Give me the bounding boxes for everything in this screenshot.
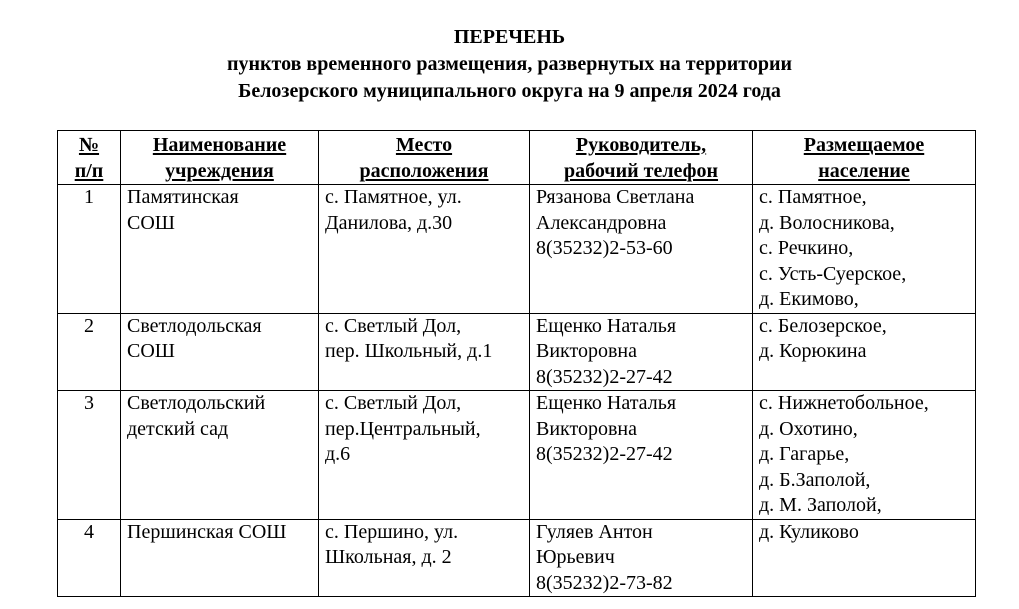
table-row <box>58 391 976 520</box>
table-row <box>58 519 976 597</box>
column-header-line: п/п <box>74 159 104 182</box>
cell-text-line: 4 <box>84 520 94 543</box>
cell-text-line: СОШ <box>127 340 175 362</box>
cell-text-line: с. Нижнетобольное, <box>759 392 929 414</box>
column-header-line: рабочий телефон <box>563 159 719 182</box>
cell-text-line: с. Памятное, ул. <box>325 186 462 208</box>
cell-text-line: 2 <box>84 314 94 337</box>
cell-number <box>58 519 121 597</box>
table-row <box>58 185 976 314</box>
table-header-row <box>58 131 976 185</box>
cell-population <box>753 391 976 520</box>
column-header-line: учреждения <box>165 159 274 182</box>
cell-number <box>58 313 121 391</box>
cell-text-line: Александровна <box>536 211 667 234</box>
document-subtitle-line-1: пунктов временного размещения, развернутых на территории <box>226 53 793 75</box>
cell-head-phone <box>530 185 753 314</box>
cell-text-line: Светлодольский <box>127 392 266 414</box>
cell-location <box>319 313 530 391</box>
cell-text-line: д. Гагарье, <box>759 443 850 465</box>
table-header <box>58 131 976 185</box>
column-header-line: население <box>818 159 910 182</box>
cell-location <box>319 391 530 520</box>
column-header-line: Размещаемое <box>803 134 925 156</box>
column-header-line: Место <box>395 134 453 156</box>
cell-population <box>753 185 976 314</box>
column-header-line: Руководитель, <box>575 134 707 156</box>
column-header-location <box>319 131 530 185</box>
cell-text-line: с. Светлый Дол, <box>325 392 462 414</box>
cell-text-line: с. Речкино, <box>759 237 854 259</box>
cell-institution <box>121 519 319 597</box>
cell-population <box>753 313 976 391</box>
column-header-line: № <box>78 134 100 156</box>
cell-text-line: д. Б.Заполой, <box>759 468 871 491</box>
cell-text-line: с. Першино, ул. <box>325 520 459 543</box>
cell-text-line: СОШ <box>127 211 175 234</box>
document-subtitle-line-2: Белозерского муниципального округа на 9 апреля 2024 года <box>238 80 781 102</box>
table-row <box>58 313 976 391</box>
cell-head-phone <box>530 519 753 597</box>
cell-text-line: пер. Школьный, д.1 <box>325 340 493 362</box>
cell-text-line: д. Куликово <box>759 520 859 543</box>
cell-text-line: 8(35232)2-53-60 <box>536 237 673 259</box>
cell-institution <box>121 313 319 391</box>
cell-text-line: детский сад <box>127 417 229 440</box>
cell-number <box>58 185 121 314</box>
cell-text-line: Данилова, д.30 <box>325 211 453 234</box>
cell-text-line: Викторовна <box>536 417 637 440</box>
cell-head-phone <box>530 313 753 391</box>
cell-text-line: д. Екимово, <box>759 288 859 310</box>
cell-text-line: пер.Центральный, <box>325 417 481 440</box>
cell-text-line: Ещенко Наталья <box>536 314 677 337</box>
cell-location <box>319 519 530 597</box>
cell-text-line: с. Усть-Суерское, <box>759 262 907 285</box>
cell-text-line: Гуляев Антон <box>536 520 653 543</box>
cell-text-line: д. Корюкина <box>759 340 867 362</box>
cell-text-line: с. Памятное, <box>759 186 867 208</box>
cell-text-line: Викторовна <box>536 340 637 362</box>
cell-institution <box>121 391 319 520</box>
cell-text-line: Першинская СОШ <box>127 520 287 543</box>
column-header-population <box>753 131 976 185</box>
cell-text-line: Памятинская <box>127 186 239 208</box>
cell-head-phone <box>530 391 753 520</box>
column-header-line: расположения <box>359 159 489 182</box>
shelter-points-table <box>57 130 976 597</box>
cell-text-line: 8(35232)2-73-82 <box>536 571 673 594</box>
cell-text-line: Рязанова Светлана <box>536 186 695 208</box>
cell-text-line: Светлодольская <box>127 314 262 337</box>
cell-text-line: Юрьевич <box>536 546 615 568</box>
cell-text-line: Ещенко Наталья <box>536 392 677 414</box>
cell-number <box>58 391 121 520</box>
cell-text-line: 3 <box>84 392 94 414</box>
cell-text-line: д. М. Заполой, <box>759 494 882 516</box>
cell-population <box>753 519 976 597</box>
cell-text-line: 8(35232)2-27-42 <box>536 365 673 388</box>
column-header-institution <box>121 131 319 185</box>
document-title: ПЕРЕЧЕНЬ <box>453 26 566 48</box>
cell-text-line: Школьная, д. 2 <box>325 546 452 568</box>
column-header-number <box>58 131 121 185</box>
column-header-line: Наименование <box>152 134 287 156</box>
cell-institution <box>121 185 319 314</box>
cell-text-line: д. Волосникова, <box>759 211 895 234</box>
cell-text-line: 1 <box>84 186 94 208</box>
cell-text-line: с. Белозерское, <box>759 314 887 337</box>
cell-text-line: с. Светлый Дол, <box>325 314 462 337</box>
column-header-head-phone <box>530 131 753 185</box>
cell-location <box>319 185 530 314</box>
cell-text-line: 8(35232)2-27-42 <box>536 443 673 465</box>
cell-text-line: д.6 <box>325 443 351 465</box>
document-header <box>0 24 1019 105</box>
cell-text-line: д. Охотино, <box>759 417 858 440</box>
table-body <box>58 185 976 597</box>
